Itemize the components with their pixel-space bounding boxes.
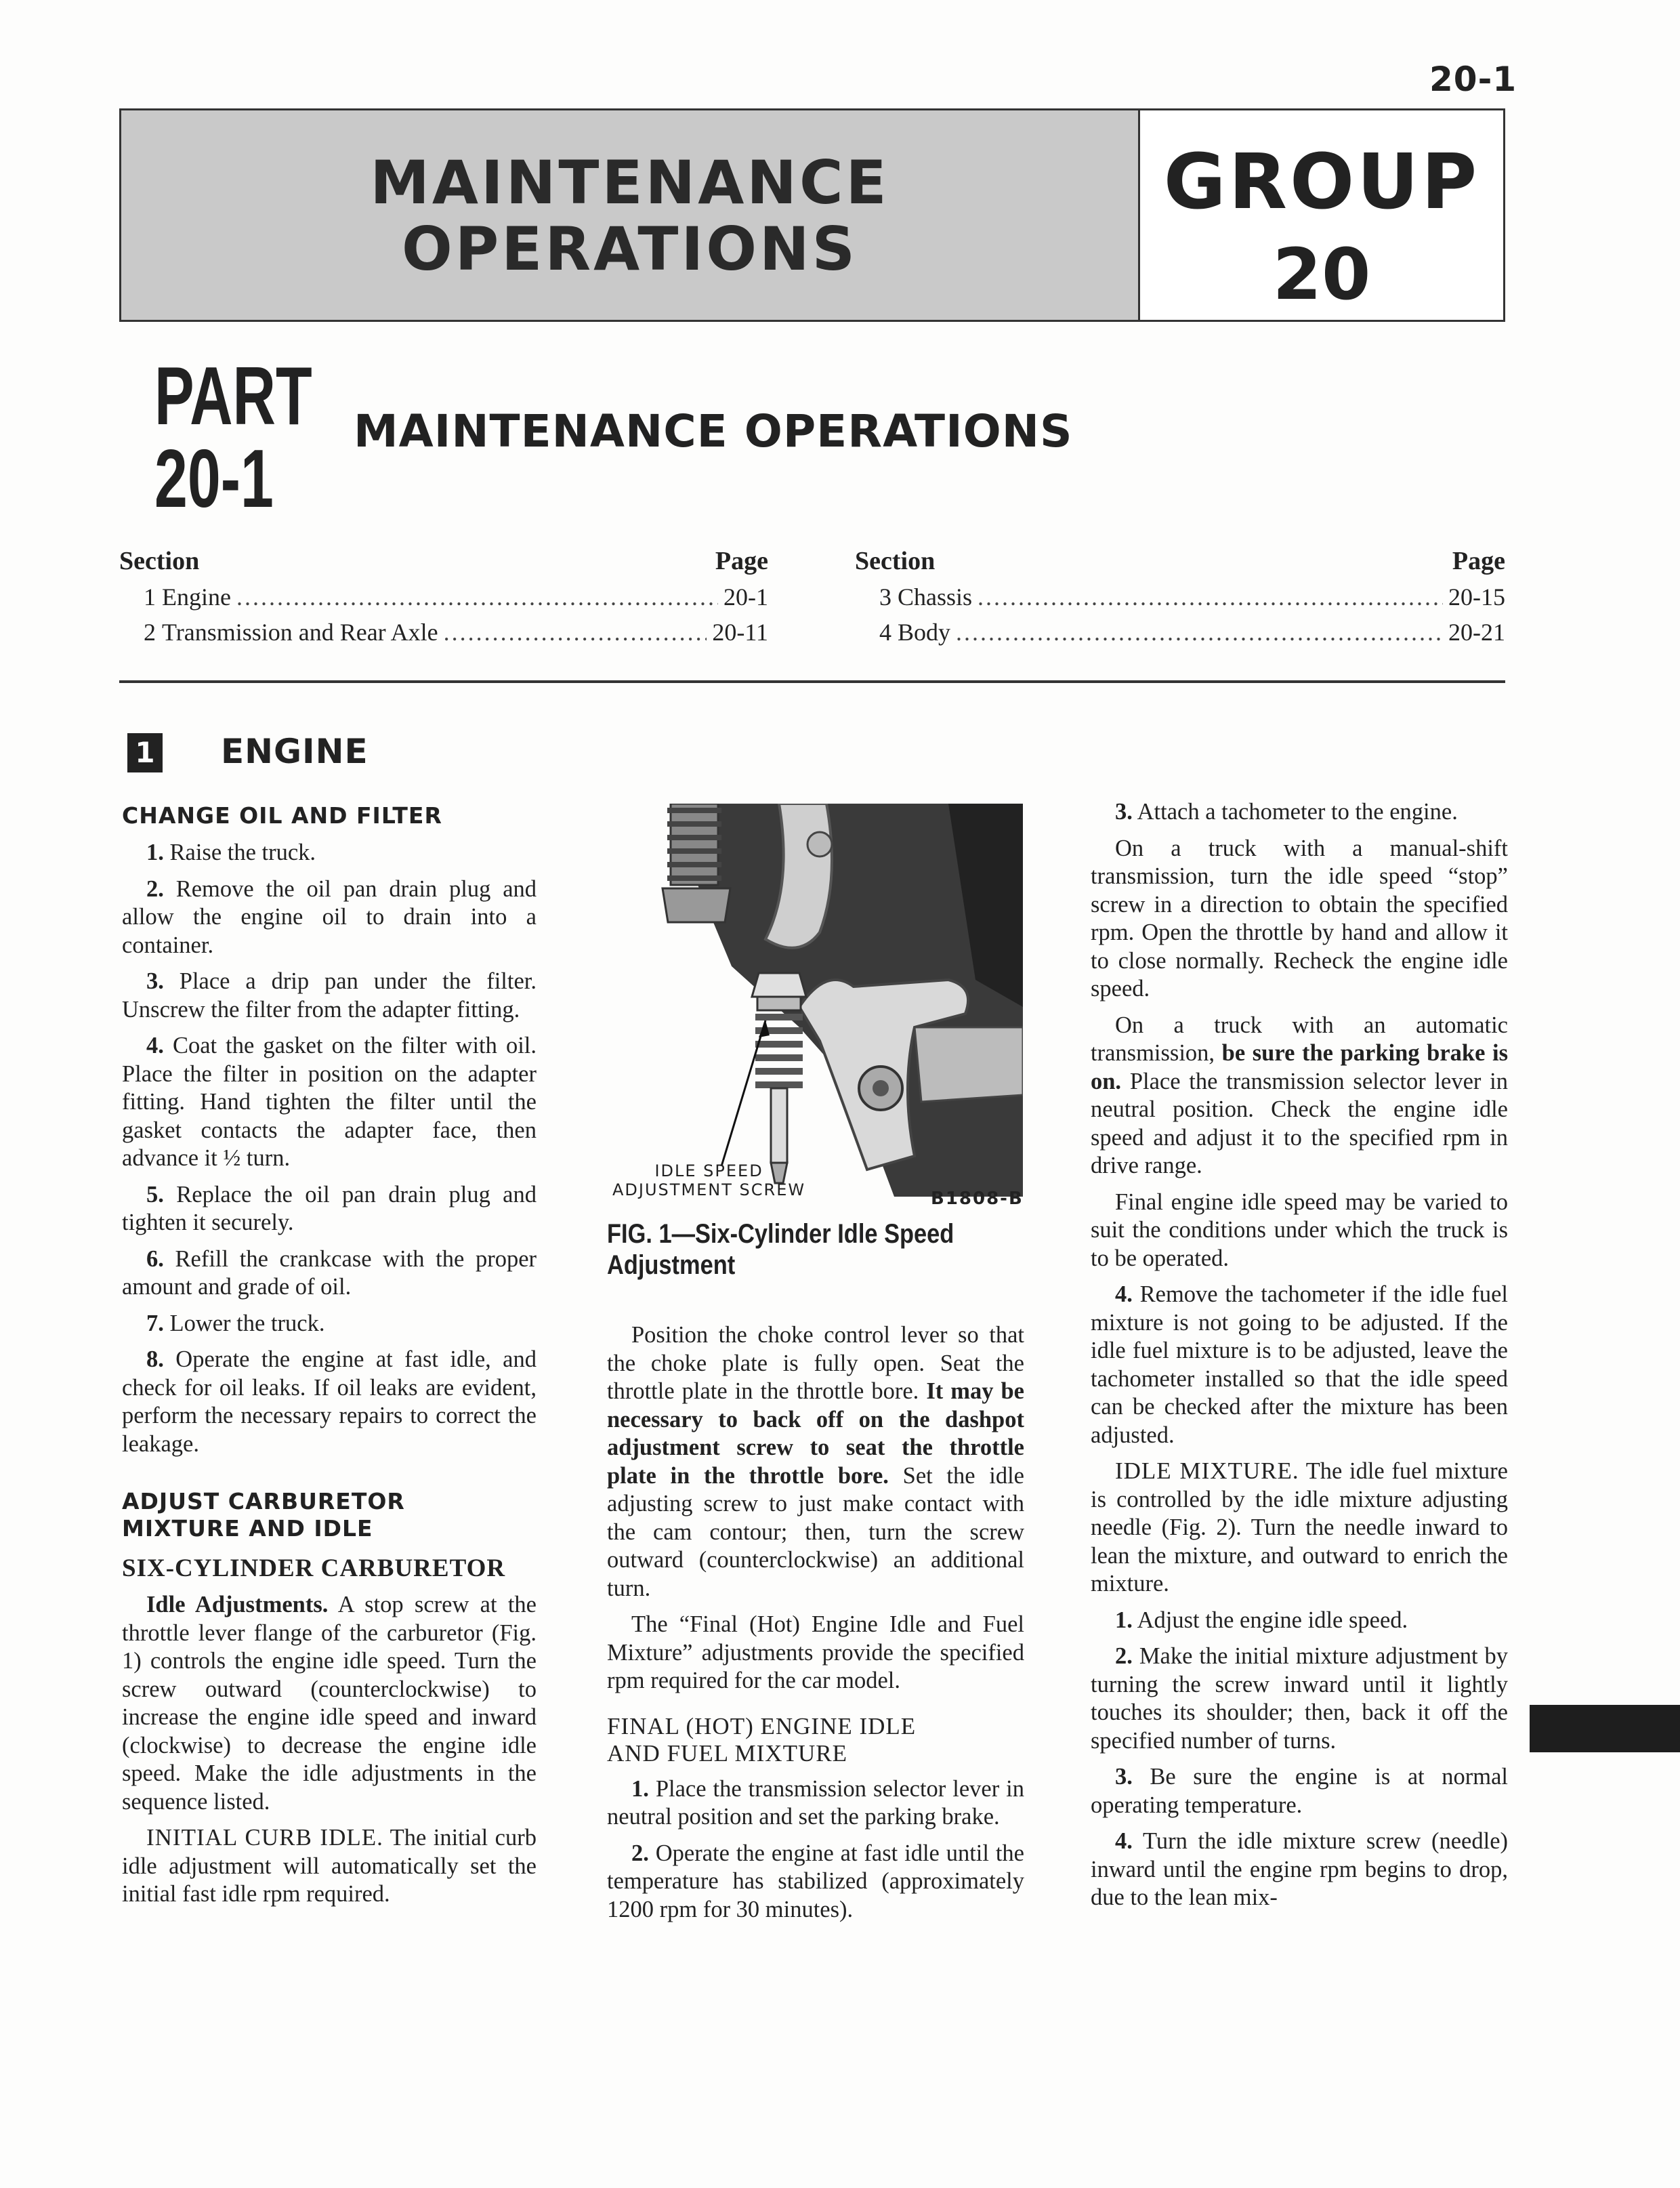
step-item: 5. Replace the oil pan drain plug and tighten it securely.: [122, 1181, 537, 1235]
toc-page-header: Page: [1452, 547, 1505, 575]
toc-page-header: Page: [715, 547, 768, 575]
toc-left: [119, 546, 768, 646]
step-item: 4. Remove the tachometer if the idle fuel mixture is not going to be adjusted. If the idle fuel mixture is to be adjusted, leave the tachometer installed so that the idle speed can be checked after the mixture has been adjusted.: [1091, 1281, 1509, 1448]
subheading-six-cylinder: SIX-CYLINDER CARBURETOR: [122, 1554, 506, 1582]
figure-code: B1808-B: [931, 1189, 1024, 1209]
header-title-panel: [121, 110, 1140, 320]
paragraph-choke-position: Position the choke control lever so that the choke plate is fully open. Seat the throttle plate in the throttle bore. It may be necessary to back off on the dashpot adjustment screw to seat the throttle plate in the throttle bore. Set the idle adjusting screw to just make contact with the cam contour; then, turn the screw outward (counterclockwise) an additional turn.: [607, 1322, 1024, 1601]
toc-entry-body[interactable]: [855, 618, 1505, 646]
group-box: [1140, 110, 1503, 320]
step-item: 8. Operate the engine at fast idle, and check for oil leaks. If oil leaks are evident, perform the necessary repairs to correct the leakage.: [122, 1346, 537, 1457]
section-number-badge: 1: [127, 733, 163, 772]
step-item: 4. Turn the idle mixture screw (needle) inward until the engine rpm begins to drop, due to the lean mix-: [1091, 1828, 1508, 1910]
page-number: 20-1: [1429, 60, 1517, 99]
step-item: 1. Place the transmission selector lever in neutral position and set the parking brake.: [607, 1775, 1024, 1830]
toc-right: [855, 546, 1505, 646]
paragraph-manual-shift: On a truck with a manual-shift transmission, turn the idle speed “stop” screw in a direction to obtain the specified rpm. Open the throttle by hand and allow it to close normally. Recheck the engine idle speed.: [1091, 835, 1508, 1002]
step-item: 2. Remove the oil pan drain plug and allow the engine oil to drain into a container.: [122, 875, 537, 958]
header-title-line2: OPERATIONS: [401, 214, 858, 284]
toc-entry-name: Transmission and Rear Axle: [162, 619, 438, 646]
toc-entry-page: 20-21: [1448, 619, 1505, 646]
paragraph-final-idle: Final engine idle speed may be varied to suit the conditions under which the truck is to be operated.: [1091, 1189, 1508, 1271]
toc-entry-number: 4: [879, 619, 891, 646]
toc-entry-number: 3: [879, 583, 891, 611]
step-item: 3. Be sure the engine is at normal operating temperature.: [1091, 1764, 1508, 1818]
part-label: PART: [154, 350, 312, 442]
part-number: 20-1: [154, 432, 274, 524]
part-title: MAINTENANCE OPERATIONS: [354, 405, 1073, 457]
toc-entry-page: 20-11: [712, 619, 768, 646]
edge-index-tab: [1530, 1705, 1680, 1752]
toc-entry-name: Body: [898, 619, 951, 646]
header-title-line1: MAINTENANCE: [370, 148, 889, 218]
toc-section-header: Section: [119, 547, 200, 575]
column-middle: [607, 1321, 1024, 1924]
paragraph-idle-mixture: IDLE MIXTURE. The idle fuel mixture is controlled by the idle mixture adjusting needle (Fig. 2). Turn the needle inward to lean the mixture, and outward to enrich the mixture.: [1091, 1458, 1508, 1596]
step-item: 3. Attach a tachometer to the engine.: [1115, 799, 1458, 825]
step-item: 6. Refill the crankcase with the proper amount and grade of oil.: [122, 1245, 537, 1300]
figure-idle-speed-photo: [596, 804, 1023, 1197]
toc-entry-transmission[interactable]: [119, 618, 768, 646]
toc-entry-chassis[interactable]: [855, 583, 1505, 611]
group-label: GROUP: [1163, 138, 1480, 226]
section-title: ENGINE: [221, 732, 369, 771]
step-item: 4. Coat the gasket on the filter with oil. Place the filter in position on the adapter fitting. Hand tighten the filter until the gasket contacts the adapter face, then advance it ½ turn.: [122, 1033, 537, 1171]
toc-entry-name: Engine: [162, 583, 231, 611]
figure-callout-label: IDLE SPEED ADJUSTMENT SCREW: [612, 1161, 806, 1199]
section-divider: [119, 680, 1505, 683]
toc-entry-page: 20-1: [723, 583, 768, 611]
step-item: 1. Adjust the engine idle speed.: [1115, 1607, 1408, 1633]
column-left: [122, 802, 537, 1909]
step-item: 2. Make the initial mixture adjustment by turning the screw inward until it lightly touches its shoulder; then, back it off the specified number of turns.: [1091, 1643, 1509, 1754]
paragraph-idle-adjustments: Idle Adjustments. A stop screw at the throttle lever flange of the carburetor (Fig. 1) controls the engine idle speed. Turn the screw outward (counterclockwise) to increase the engine idle speed and inward (clockwise) to decrease the engine idle speed. Make the idle adjustments in the sequence listed.: [122, 1592, 537, 1815]
step-item: 1. Raise the truck.: [146, 840, 316, 865]
toc-entry-engine[interactable]: [119, 583, 768, 611]
header-title: [121, 150, 1138, 283]
figure-caption: FIG. 1—Six-Cylinder Idle Speed Adjustment: [607, 1219, 954, 1280]
toc-section-header: Section: [855, 547, 936, 575]
step-item: 3. Place a drip pan under the filter. Unscrew the filter from the adapter fitting.: [122, 968, 537, 1023]
paragraph-initial-curb-idle: INITIAL CURB IDLE. The initial curb idle adjustment will automatically set the initial fast idle rpm required.: [122, 1824, 537, 1907]
toc-entry-number: 1: [144, 583, 156, 611]
heading-change-oil: CHANGE OIL AND FILTER: [122, 802, 442, 829]
paragraph-final-hot-note: The “Final (Hot) Engine Idle and Fuel Mixture” adjustments provide the specified rpm required for the car model.: [607, 1611, 1024, 1693]
paragraph-automatic: On a truck with an automatic transmission, be sure the parking brake is on. Place the transmission selector lever in neutral position. Check the engine idle speed and adjust it to the specified rpm in drive range.: [1091, 1012, 1509, 1178]
header-band: [119, 108, 1505, 322]
toc-entry-number: 2: [144, 619, 156, 646]
toc-entry-page: 20-15: [1448, 583, 1505, 611]
heading-final-hot-idle: FINAL (HOT) ENGINE IDLE AND FUEL MIXTURE: [607, 1712, 917, 1767]
step-item: 7. Lower the truck.: [146, 1310, 325, 1336]
column-right: [1091, 798, 1508, 1912]
toc-entry-name: Chassis: [898, 583, 973, 611]
heading-adjust-carburetor: ADJUST CARBURETOR MIXTURE AND IDLE: [122, 1488, 405, 1542]
group-number: 20: [1272, 233, 1371, 316]
carburetor-photo-illustration: [596, 804, 1023, 1197]
step-item: 2. Operate the engine at fast idle until the temperature has stabilized (approximately 1200 rpm for 30 minutes).: [607, 1840, 1024, 1922]
